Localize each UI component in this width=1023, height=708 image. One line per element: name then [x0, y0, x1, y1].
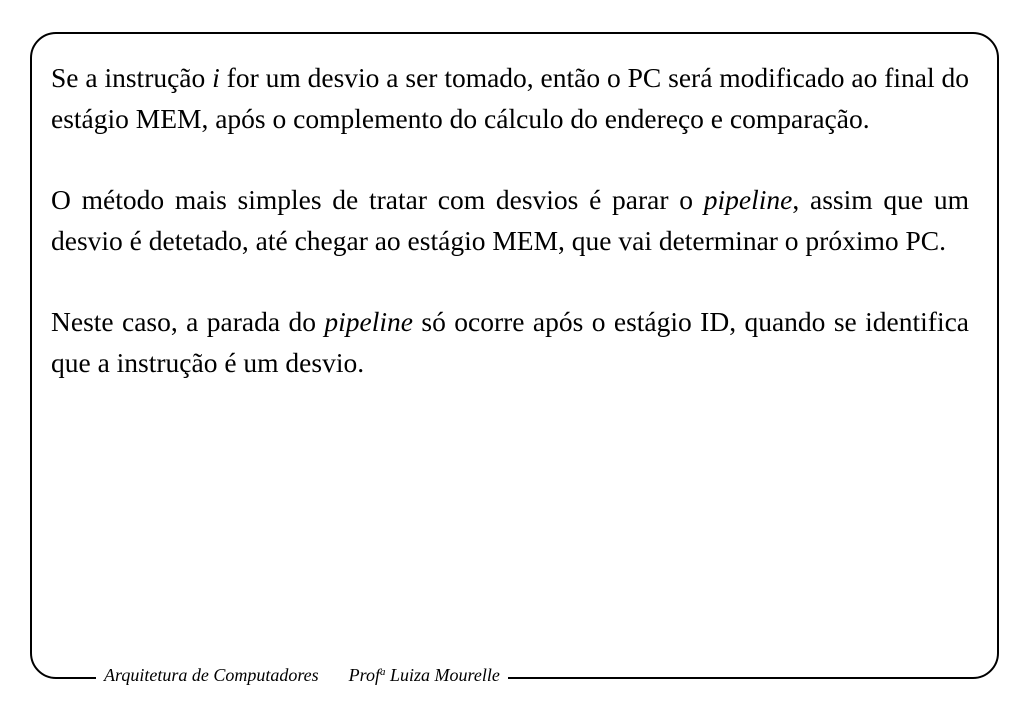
- paragraph-2-text-a: O método mais simples de tratar com desvios é parar o: [51, 184, 704, 215]
- slide-content: [51, 58, 969, 424]
- paragraph-3-text-a: Neste caso, a parada do: [51, 306, 325, 337]
- footer-prof-sup: a: [380, 666, 386, 678]
- paragraph-1-italic: i: [212, 62, 220, 93]
- paragraph-2: [51, 180, 969, 261]
- paragraph-2-italic: pipeline: [703, 184, 793, 215]
- paragraph-2-text-b: , assim que um desvio é detetado, até chegar ao estágio MEM, que vai determinar o próximo PC.: [51, 184, 969, 256]
- footer-prof-name: Luiza Mourelle: [385, 665, 500, 685]
- paragraph-3-italic: pipeline: [324, 306, 413, 337]
- paragraph-1: [51, 58, 969, 139]
- paragraph-3-text-b: só ocorre após o estágio ID, quando se identifica que a instrução é um desvio.: [51, 306, 969, 378]
- paragraph-1-text-a: Se a instrução: [51, 62, 213, 93]
- footer-course: Arquitetura de Computadores: [104, 665, 319, 685]
- footer-professor: [349, 665, 500, 685]
- paragraph-3: [51, 302, 969, 383]
- paragraph-1-text-b: for um desvio a ser tomado, então o PC será modificado ao final do estágio MEM, após o complemento do cálculo do endereço e comparação.: [51, 62, 969, 134]
- footer-prof-prefix: Prof: [348, 665, 380, 685]
- footer: [96, 663, 508, 687]
